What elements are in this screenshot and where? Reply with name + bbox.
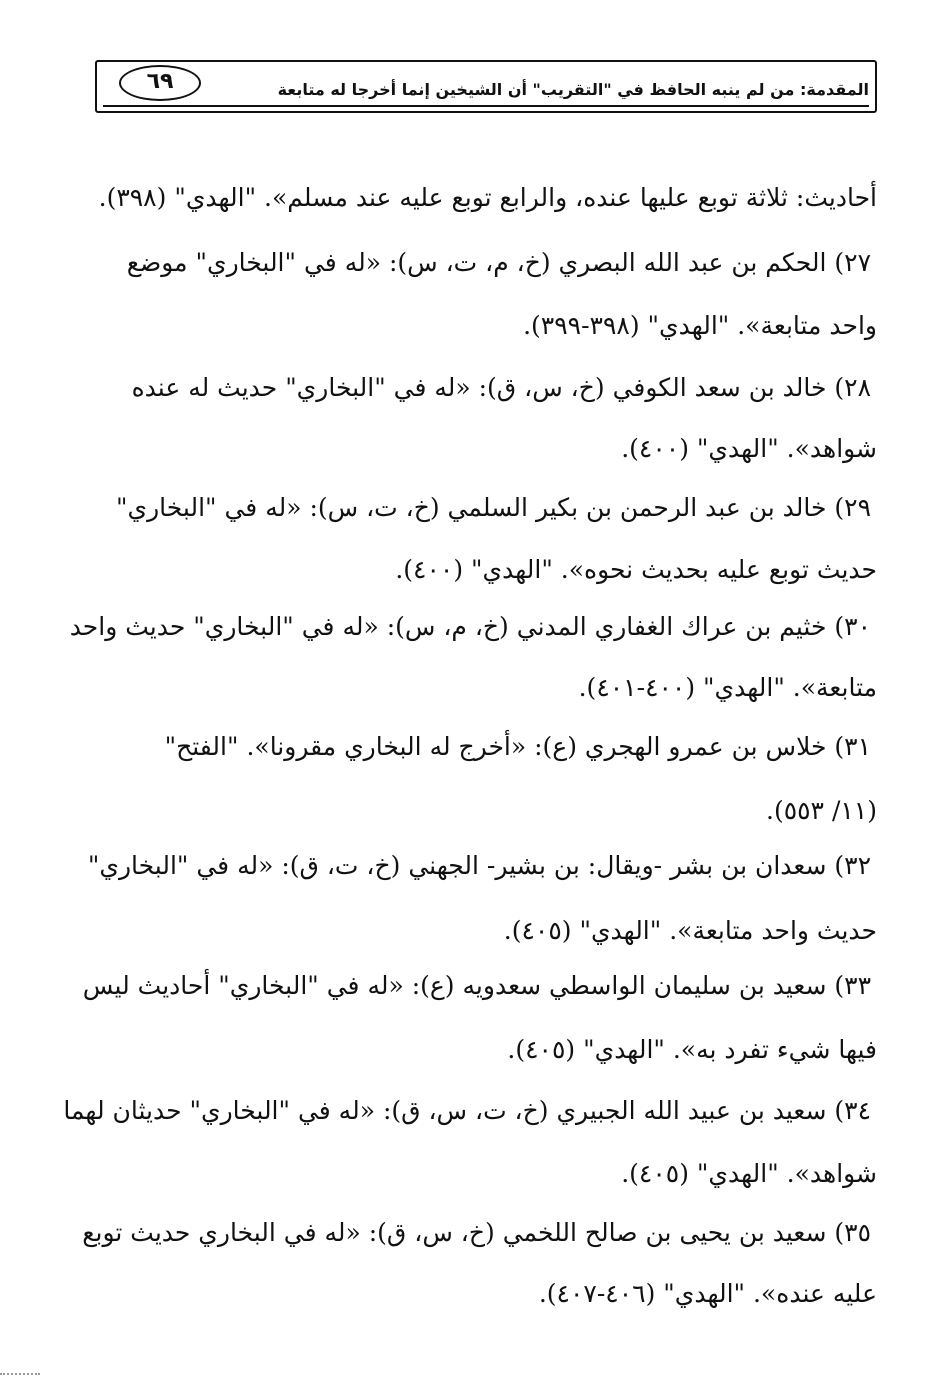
page-number: ٦٩	[119, 65, 201, 101]
text-line: حديث توبع عليه بحديث نحوه». "الهدي" (٤٠٠).	[395, 555, 877, 584]
text-line: حديث واحد متابعة». "الهدي" (٤٠٥).	[503, 916, 877, 945]
text-line: (١١/ ٥٥٣).	[766, 796, 877, 825]
header-rule	[103, 105, 869, 107]
text-line: شواهد». "الهدي" (٤٠٠).	[621, 434, 877, 463]
text-line: ٣٢) سعدان بن بشر -ويقال: بن بشير- الجهني (خ، ت، ق): «له في "البخاري"	[87, 851, 871, 880]
header-title: المقدمة: من لم ينبه الحافظ في "التقريب" أن الشيخين إنما أخرجا له متابعة	[277, 80, 869, 99]
text-line: عليه عنده». "الهدي" (٤٠٦-٤٠٧).	[538, 1279, 877, 1308]
text-line: ٣١) خلاس بن عمرو الهجري (ع): «أخرج له البخاري مقرونا». "الفتح"	[164, 732, 871, 761]
text-line: ٣٥) سعيد بن يحيى بن صالح اللخمي (خ، س، ق): «له في البخاري حديث توبع	[82, 1218, 871, 1247]
text-line: أحاديث: ثلاثة توبع عليها عنده، والرابع توبع عليه عند مسلم». "الهدي" (٣٩٨).	[98, 183, 877, 212]
text-line: ٣٤) سعيد بن عبيد الله الجبيري (خ، ت، س، ق): «له في "البخاري" حديثان لهما	[63, 1096, 871, 1125]
text-line: ٢٧) الحكم بن عبد الله البصري (خ، م، ت، س): «له في "البخاري" موضع	[126, 248, 871, 277]
text-line: ٣٣) سعيد بن سليمان الواسطي سعدويه (ع): «له في "البخاري" أحاديث ليس	[82, 971, 871, 1000]
text-line: واحد متابعة». "الهدي" (٣٩٨-٣٩٩).	[523, 311, 877, 340]
text-line: متابعة». "الهدي" (٤٠٠-٤٠١).	[578, 673, 877, 702]
text-line: شواهد». "الهدي" (٤٠٥).	[621, 1159, 877, 1188]
text-line: ٢٩) خالد بن عبد الرحمن بن بكير السلمي (خ، ت، س): «له في "البخاري"	[116, 493, 871, 522]
text-line: ٢٨) خالد بن سعد الكوفي (خ، س، ق): «له في "البخاري" حديث له عنده	[131, 373, 871, 402]
page-edge-mark	[0, 1373, 40, 1379]
text-line: ٣٠) خثيم بن عراك الغفاري المدني (خ، م، س): «له في "البخاري" حديث واحد	[69, 612, 871, 641]
text-line: فيها شيء تفرد به». "الهدي" (٤٠٥).	[507, 1035, 877, 1064]
running-header	[95, 60, 877, 113]
